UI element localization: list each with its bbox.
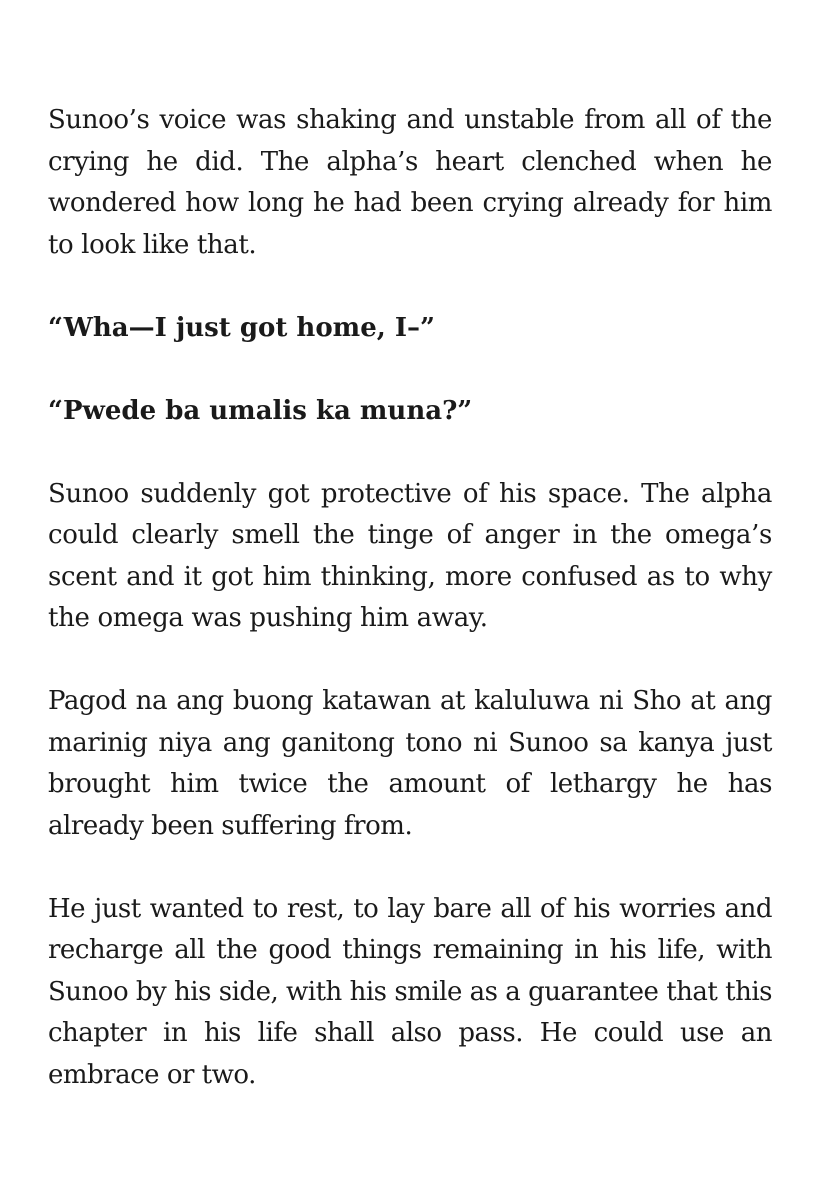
dialogue-line-2: “Pwede ba umalis ka muna?”: [48, 395, 473, 426]
dialogue-line-1: “Wha—I just got home, I–”: [48, 312, 435, 343]
paragraph-1: Sunoo’s voice was shaking and unstable from all of the crying he did. The alpha’s heart clenched when he wondered how long he had been crying already for him to look like that.: [48, 105, 772, 260]
paragraph-3: Pagod na ang buong katawan at kaluluwa ni Sho at ang marinig niya ang ganitong tono ni Sunoo sa kanya just brought him twice the amount of lethargy he has already been suffering from.: [48, 686, 772, 841]
paragraph-2: Sunoo suddenly got protective of his space. The alpha could clearly smell the tinge of anger in the omega’s scent and it got him thinking, more confused as to why the omega was pushing him away.: [48, 478, 772, 633]
story-text: [48, 100, 772, 1138]
paragraph-4: He just wanted to rest, to lay bare all of his worries and recharge all the good things remaining in his life, with Sunoo by his side, with his smile as a guarantee that this chapter in his life shall also pass. He could use an embrace or two.: [48, 893, 772, 1090]
